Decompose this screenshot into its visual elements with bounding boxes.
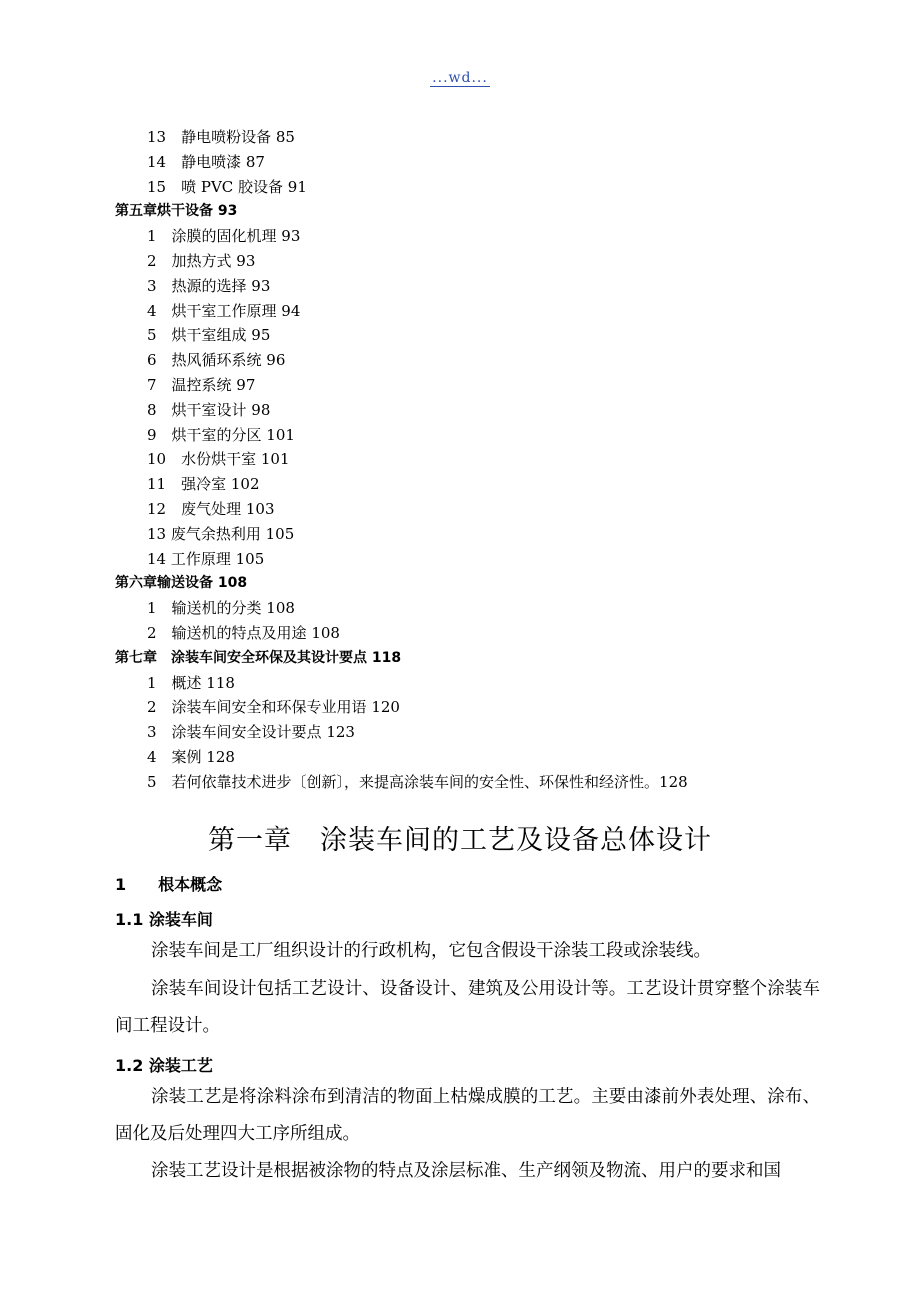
toc-entry: 1 概述 118 [147, 673, 235, 692]
toc-entry: 1 涂膜的固化机理 93 [147, 227, 301, 246]
table-of-contents [0, 125, 920, 795]
section-heading-1-2: 1.2 涂装工艺 [115, 1056, 213, 1075]
header-text: ...wd... [432, 70, 488, 86]
toc-entry: 4 案例 128 [147, 747, 235, 766]
toc-entry: 14 静电喷漆 87 [147, 152, 265, 171]
toc-entry: 14 工作原理 105 [147, 549, 265, 568]
toc-entry: 5 烘干室组成 95 [147, 326, 271, 345]
toc-entry: 9 烘干室的分区 101 [147, 425, 295, 444]
toc-entry: 3 热源的选择 93 [147, 276, 271, 295]
toc-chapter-entry: 第五章烘干设备 93 [115, 203, 238, 220]
section-heading-1: 1 根本概念 [115, 875, 223, 894]
toc-entry: 15 喷 PVC 胶设备 91 [147, 177, 307, 196]
toc-entry: 2 输送机的特点及用途 108 [147, 623, 340, 642]
toc-entry: 11 强冷室 102 [147, 475, 260, 494]
page-header [0, 70, 920, 86]
paragraph-1-2-a: 涂装工艺是将涂料涂布到清洁的物面上枯燥成膜的工艺。主要由漆前外表处理、涂布、固化及后处理四大工序所组成。 [115, 1087, 820, 1144]
toc-entry: 7 温控系统 97 [147, 375, 256, 394]
toc-chapter-entry: 第七章 涂装车间安全环保及其设计要点 118 [115, 649, 402, 666]
paragraph-1-1-a: 涂装车间是工厂组织设计的行政机构，它包含假设干涂装工段或涂装线。 [151, 941, 711, 961]
toc-entry: 13 废气余热利用 105 [147, 524, 295, 543]
toc-entry: 12 废气处理 103 [147, 499, 275, 518]
toc-entry: 3 涂装车间安全设计要点 123 [147, 723, 355, 742]
section-heading-1-1: 1.1 涂装车间 [115, 910, 213, 929]
toc-entry: 2 涂装车间安全和环保专业用语 120 [147, 698, 400, 717]
paragraph-1-1-b: 涂装车间设计包括工艺设计、设备设计、建筑及公用设计等。工艺设计贯穿整个涂装车间工程设计。 [115, 979, 820, 1036]
toc-entry: 13 静电喷粉设备 85 [147, 128, 295, 146]
toc-entry: 1 输送机的分类 108 [147, 599, 295, 618]
toc-chapter-entry: 第六章输送设备 108 [115, 575, 248, 592]
toc-entry: 8 烘干室设计 98 [147, 400, 271, 419]
toc-entry: 10 水份烘干室 101 [147, 450, 290, 469]
chapter-title: 第一章 涂装车间的工艺及设备总体设计 [208, 825, 712, 856]
toc-entry: 6 热风循环系统 96 [147, 351, 286, 370]
toc-entry: 5 若何依靠技术进步〔创新〕，来提高涂装车间的安全性、环保性和经济性。128 [147, 772, 688, 791]
toc-entry: 2 加热方式 93 [147, 251, 256, 270]
paragraph-1-2-b: 涂装工艺设计是根据被涂物的特点及涂层标准、生产纲领及物流、用户的要求和国 [151, 1161, 781, 1181]
toc-entry: 4 烘干室工作原理 94 [147, 301, 301, 320]
